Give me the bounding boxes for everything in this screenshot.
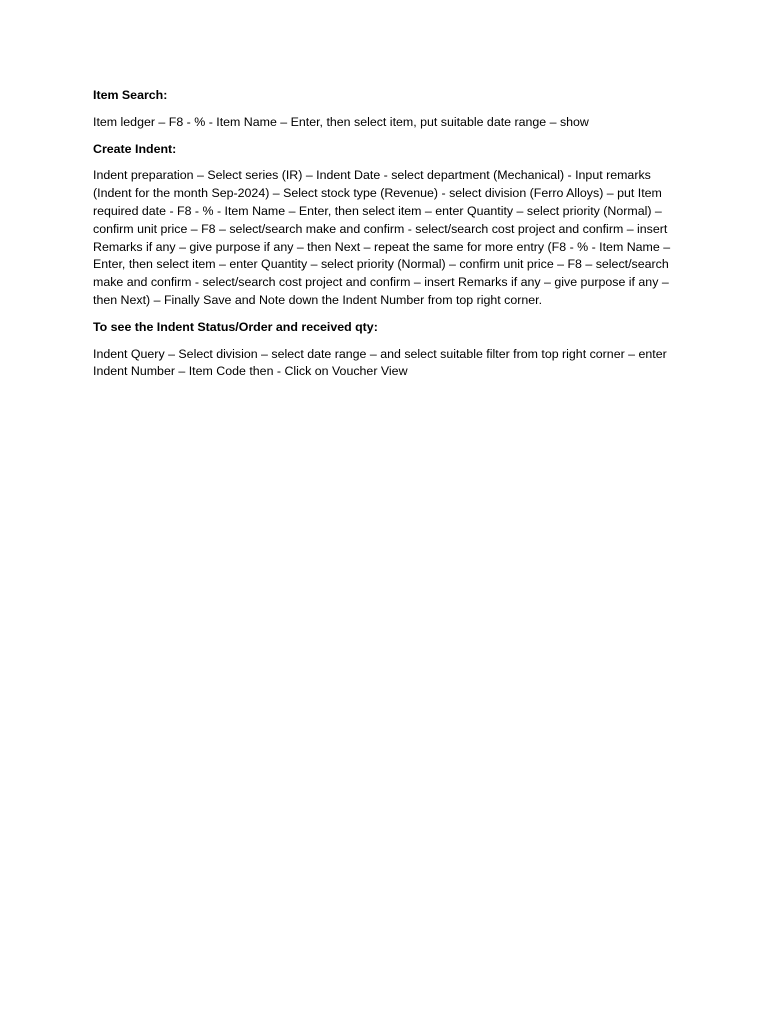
section-heading-create-indent: Create Indent: — [93, 141, 177, 156]
section-heading-indent-status: To see the Indent Status/Order and received qty: — [93, 319, 378, 334]
section-heading-item-search: Item Search: — [93, 88, 168, 102]
section-text-create-indent: Indent preparation – Select series (IR) – Indent Date - select department (Mechanical) - Input remarks (Indent for the month Sep-2024) – Select stock type (Revenue) - select division (Ferro Alloys) – put Item required date - F8 - % - Item Name – Enter, then select item – enter Quantity – select priority (Normal) – confirm unit price – F8 – select/search make and confirm - select/search cost project and confirm – insert Remarks if any – give purpose if any – then Next – repeat the same for more entry (F8 - % - Item Name – Enter, then select item – enter Quantity – select priority (Normal) – confirm unit price – F8 – select/search make and confirm - select/search cost project and confirm – insert Remarks if any – give purpose if any – then Next) – Finally Save and Note down the Indent Number from top right corner. — [93, 168, 671, 307]
document-body — [93, 87, 673, 390]
section-text-indent-status: Indent Query – Select division – select date range – and select suitable filter from top right corner – enter Indent Number – Item Code then - Click on Voucher View — [93, 346, 667, 379]
section-text-item-search: Item ledger – F8 - % - Item Name – Enter, then select item, put suitable date range – show — [93, 114, 589, 129]
